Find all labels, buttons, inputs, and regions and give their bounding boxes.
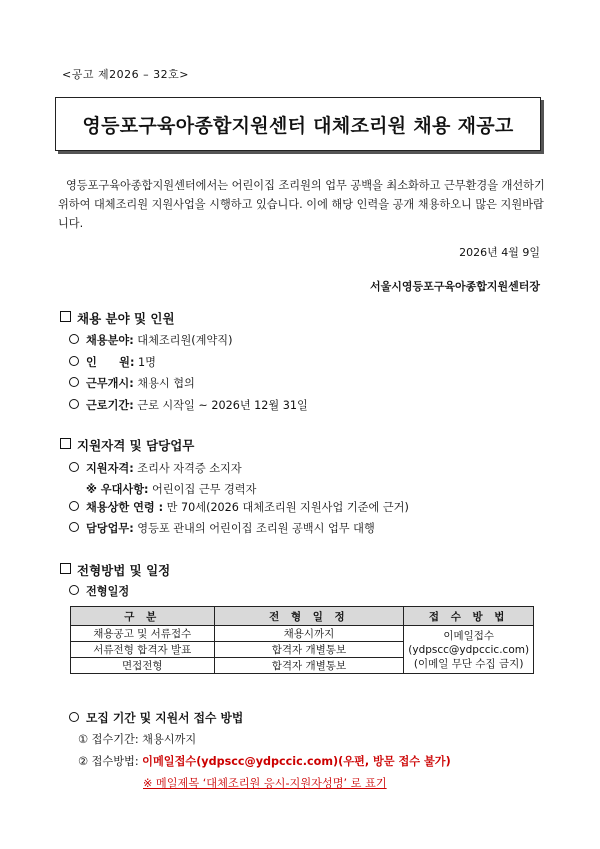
circle-bullet-icon [69, 585, 79, 595]
table-header-row [71, 607, 534, 626]
table-header: 전 형 일 정 [214, 607, 404, 626]
circle-bullet-icon [69, 356, 79, 366]
square-bullet-icon [60, 311, 71, 322]
circle-bullet-icon [69, 712, 79, 722]
circle-bullet-icon [69, 377, 79, 387]
schedule-table [70, 606, 534, 674]
circle-bullet-icon [69, 501, 79, 511]
circle-bullet-icon [69, 522, 79, 532]
section-heading-recruit: 채용 분야 및 인원 [60, 309, 175, 327]
notice-date: 2026년 4월 9일 [459, 246, 540, 259]
page-title: 영등포구육아종합지원센터 대체조리원 채용 재공고 [82, 114, 514, 137]
square-bullet-icon [60, 438, 71, 449]
start-item: 근무개시: 채용시 협의 [69, 375, 195, 391]
application-period: ① 접수기간: 채용시까지 [78, 733, 197, 746]
qualification-item: 지원자격: 조리사 자격증 소지자 [69, 460, 242, 476]
headcount-item: 인 원: 1명 [69, 354, 156, 370]
intro-paragraph: 영등포구육아종합지원센터에서는 어린이집 조리원의 업무 공백을 최소화하고 근무환경을 개선하기 위하여 대체조리원 지원사업을 시행하고 있습니다. 이에 해당 인력을 공개 채용하오니 많은 지원바랍니다. [58, 179, 545, 230]
section-heading-process: 전형방법 및 일정 [60, 561, 170, 579]
circle-bullet-icon [69, 462, 79, 472]
table-cell: 합격자 개별통보 [214, 642, 404, 658]
table-header: 구 분 [71, 607, 215, 626]
title-box [55, 97, 541, 151]
application-heading: 모집 기간 및 지원서 접수 방법 [69, 709, 243, 726]
table-cell: 채용공고 및 서류접수 [71, 626, 215, 642]
table-cell: 면접전형 [71, 658, 215, 674]
email-subject-note: ※ 메일제목 ‘대체조리원 응시-지원자성명’ 로 표기 [143, 777, 387, 790]
table-cell: 합격자 개별통보 [214, 658, 404, 674]
table-header: 접 수 방 법 [404, 607, 534, 626]
issuer: 서울시영등포구육아종합지원센터장 [369, 280, 540, 293]
circle-bullet-icon [69, 399, 79, 409]
contact-method-cell: 이메일접수 (ydpscc@ydpccic.com) (이메일 무단 수집 금지) [404, 626, 534, 674]
period-item: 근로기간: 근로 시작일 ~ 2026년 12월 31일 [69, 397, 308, 413]
section-heading-qualification: 지원자격 및 담당업무 [60, 436, 194, 454]
circle-bullet-icon [69, 334, 79, 344]
preference-item: ※ 우대사항: 어린이집 근무 경력자 [86, 483, 257, 496]
duty-item: 담당업무: 영등포 관내의 어린이집 조리원 공백시 업무 대행 [69, 520, 375, 536]
notice-number: <공고 제2026 – 32호> [62, 68, 189, 81]
table-cell: 서류전형 합격자 발표 [71, 642, 215, 658]
table-row [71, 626, 534, 642]
schedule-subheading: 전형일정 [69, 583, 129, 599]
age-limit-item: 채용상한 연령 : 만 70세(2026 대체조리원 지원사업 기준에 근거) [69, 499, 409, 515]
application-method: ② 접수방법: 이메일접수(ydpscc@ydpccic.com)(우편, 방문 접수 불가) [78, 755, 451, 768]
square-bullet-icon [60, 563, 71, 574]
recruit-field-item: 채용분야: 대체조리원(계약직) [69, 332, 232, 348]
table-cell: 채용시까지 [214, 626, 404, 642]
